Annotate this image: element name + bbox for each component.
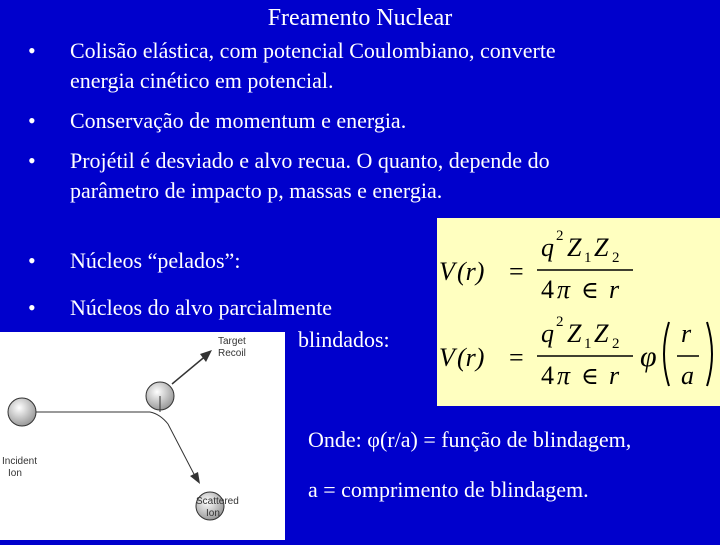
bullet-text: Colisão elástica, com potencial Coulombiano, converte	[70, 38, 556, 63]
target-label: Target	[218, 336, 246, 347]
formula-shielded	[439, 314, 712, 390]
bullet-text: Núcleos “pelados”:	[70, 248, 241, 273]
bullet-text-cont: parâmetro de impacto p, massas e energia.	[70, 178, 443, 203]
incident-label: Incident	[2, 456, 38, 467]
formula-num-exp: 2	[556, 314, 564, 330]
formula-den-4: 4	[541, 275, 554, 304]
bullet-marker: •	[28, 38, 36, 63]
formula-frac-a: a	[681, 361, 694, 390]
bullet-text: Projétil é desviado e alvo recua. O quanto, depende do	[70, 148, 550, 173]
formula-frac-r: r	[681, 319, 692, 348]
formula-bare	[439, 228, 633, 304]
formula-num-sub1: 1	[584, 250, 592, 266]
formula-den-pi: π	[557, 275, 571, 304]
paren-right	[707, 322, 712, 386]
incident-ion-label: Ion	[8, 468, 22, 479]
note-shielding-function: Onde: φ(r/a) = função de blindagem,	[308, 427, 632, 452]
formula-lhs-V: V	[439, 257, 455, 286]
scattered-path	[150, 412, 196, 478]
formula-den-eps: ∈	[581, 278, 599, 304]
formula-lhs-r: (r)	[457, 343, 485, 372]
recoil-arrow	[172, 354, 208, 384]
scattering-diagram	[0, 332, 285, 540]
paren-left	[664, 322, 669, 386]
formula-num-exp: 2	[556, 228, 564, 244]
bullet-marker: •	[28, 148, 36, 173]
formula-den-4: 4	[541, 361, 554, 390]
bullet-text: Núcleos do alvo parcialmente	[70, 295, 333, 320]
formula-den-pi: π	[557, 361, 571, 390]
scattered-arrowhead	[190, 472, 200, 484]
formula-num-Z2: Z	[594, 233, 609, 262]
formula-num-sub2: 2	[612, 250, 620, 266]
incident-ion-ball	[8, 398, 36, 426]
formula-phi: φ	[640, 340, 657, 373]
scattering-svg	[0, 332, 285, 540]
scattered-label: Scattered	[196, 496, 239, 507]
formula-lhs-V: V	[439, 343, 455, 372]
bullet-text: Conservação de momentum e energia.	[70, 108, 407, 133]
formula-svg	[437, 218, 720, 406]
formula-num-Z2: Z	[594, 319, 609, 348]
formula-box	[437, 218, 720, 406]
formula-num-sub2: 2	[612, 336, 620, 352]
bullet-marker: •	[28, 248, 36, 273]
formula-num-q: q	[541, 233, 554, 262]
formula-num-sub1: 1	[584, 336, 592, 352]
bullet-text-cont: blindados:	[298, 327, 390, 352]
scattered-ion-label: Ion	[206, 508, 220, 519]
bullet-marker: •	[28, 108, 36, 133]
formula-num-Z1: Z	[567, 319, 582, 348]
formula-num-q: q	[541, 319, 554, 348]
formula-equals: =	[509, 343, 524, 372]
recoil-label: Recoil	[218, 348, 246, 359]
slide-title: Freamento Nuclear	[267, 5, 453, 31]
bullet-marker: •	[28, 295, 36, 320]
formula-den-eps: ∈	[581, 364, 599, 390]
recoil-arrowhead	[200, 350, 212, 362]
formula-lhs-r: (r)	[457, 257, 485, 286]
formula-num-Z1: Z	[567, 233, 582, 262]
formula-den-r: r	[609, 275, 620, 304]
formula-equals: =	[509, 257, 524, 286]
formula-den-r: r	[609, 361, 620, 390]
bullet-text-cont: energia cinético em potencial.	[70, 68, 334, 93]
note-shielding-length: a = comprimento de blindagem.	[308, 477, 589, 502]
